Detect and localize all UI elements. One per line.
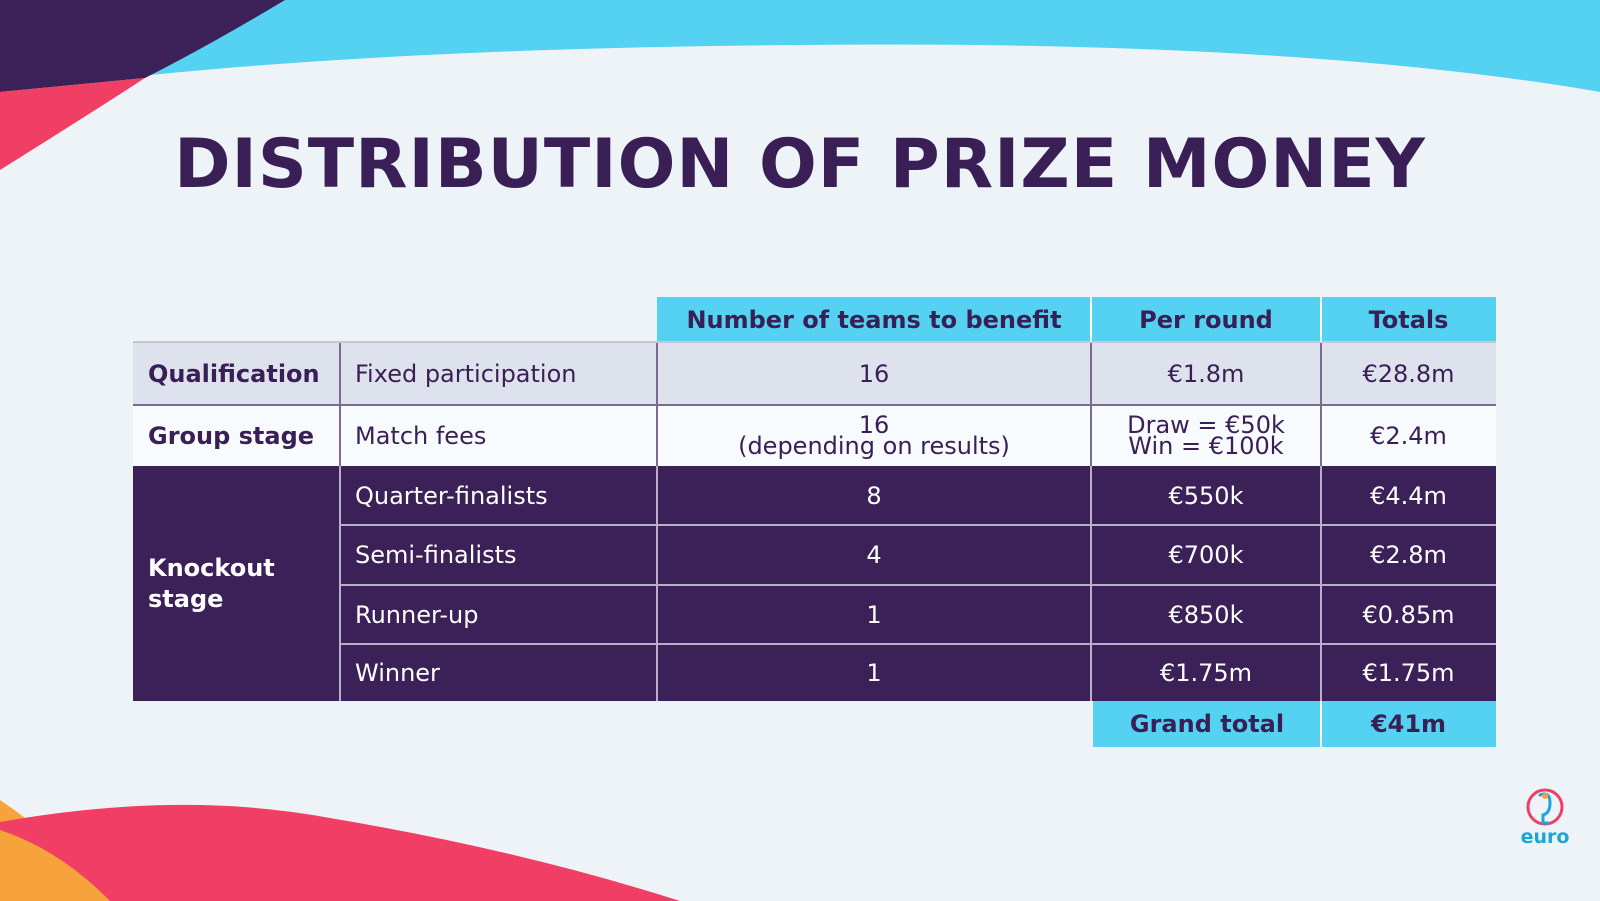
per-round-draw: Draw = €50k (1127, 410, 1285, 439)
per-round-runner-up: €850k (1091, 585, 1321, 644)
womens-euro-trophy-icon (1510, 785, 1580, 865)
stage-group: Group stage (133, 405, 340, 466)
teams-runner-up: 1 (657, 585, 1091, 644)
per-round-quarter-finalists: €550k (1091, 466, 1321, 525)
grid-line (1320, 701, 1322, 747)
teams-fixed-participation: 16 (657, 342, 1091, 405)
grid-line (133, 404, 1496, 406)
item-match-fees: Match fees (340, 405, 657, 466)
item-winner: Winner (340, 644, 657, 701)
per-round-semi-finalists: €700k (1091, 525, 1321, 585)
total-match-fees: €2.4m (1321, 405, 1496, 466)
per-round-win: Win = €100k (1128, 431, 1284, 460)
teams-match-fees-line1: 16 (858, 410, 890, 439)
stage-knockout (133, 466, 340, 701)
grid-line (1320, 297, 1322, 342)
grid-line (133, 341, 1496, 343)
stage-knockout-line2: stage (148, 584, 224, 613)
teams-match-fees (657, 405, 1091, 466)
grid-line (1090, 297, 1092, 342)
teams-match-fees-line2: (depending on results) (738, 431, 1010, 460)
teams-winner: 1 (657, 644, 1091, 701)
grid-line (340, 643, 1496, 645)
total-fixed-participation: €28.8m (1321, 342, 1496, 405)
logo-word: euro (1520, 826, 1570, 848)
item-fixed-participation: Fixed participation (340, 342, 657, 405)
pink-bottom-shape (0, 805, 680, 901)
grid-line (340, 584, 1496, 586)
header-teams: Number of teams to benefit (657, 297, 1091, 342)
item-semi-finalists: Semi-finalists (340, 525, 657, 585)
page-title: DISTRIBUTION OF PRIZE MONEY (174, 125, 1426, 204)
grand-total-value: €41m (1321, 701, 1496, 747)
teams-semi-finalists: 4 (657, 525, 1091, 585)
per-round-fixed-participation: €1.8m (1091, 342, 1321, 405)
total-runner-up: €0.85m (1321, 585, 1496, 644)
per-round-winner: €1.75m (1091, 644, 1321, 701)
total-quarter-finalists: €4.4m (1321, 466, 1496, 525)
item-quarter-finalists: Quarter-finalists (340, 466, 657, 525)
grand-total-label: Grand total (1093, 701, 1321, 747)
item-runner-up: Runner-up (340, 585, 657, 644)
stage-qualification: Qualification (133, 342, 340, 405)
grid-line (340, 524, 1496, 526)
per-round-match-fees (1091, 405, 1321, 466)
stage-knockout-line1: Knockout (148, 553, 275, 582)
header-per-round: Per round (1091, 297, 1321, 342)
total-semi-finalists: €2.8m (1321, 525, 1496, 585)
teams-quarter-finalists: 8 (657, 466, 1091, 525)
cyan-wave-shape (150, 0, 1600, 92)
header-totals: Totals (1321, 297, 1496, 342)
total-winner: €1.75m (1321, 644, 1496, 701)
